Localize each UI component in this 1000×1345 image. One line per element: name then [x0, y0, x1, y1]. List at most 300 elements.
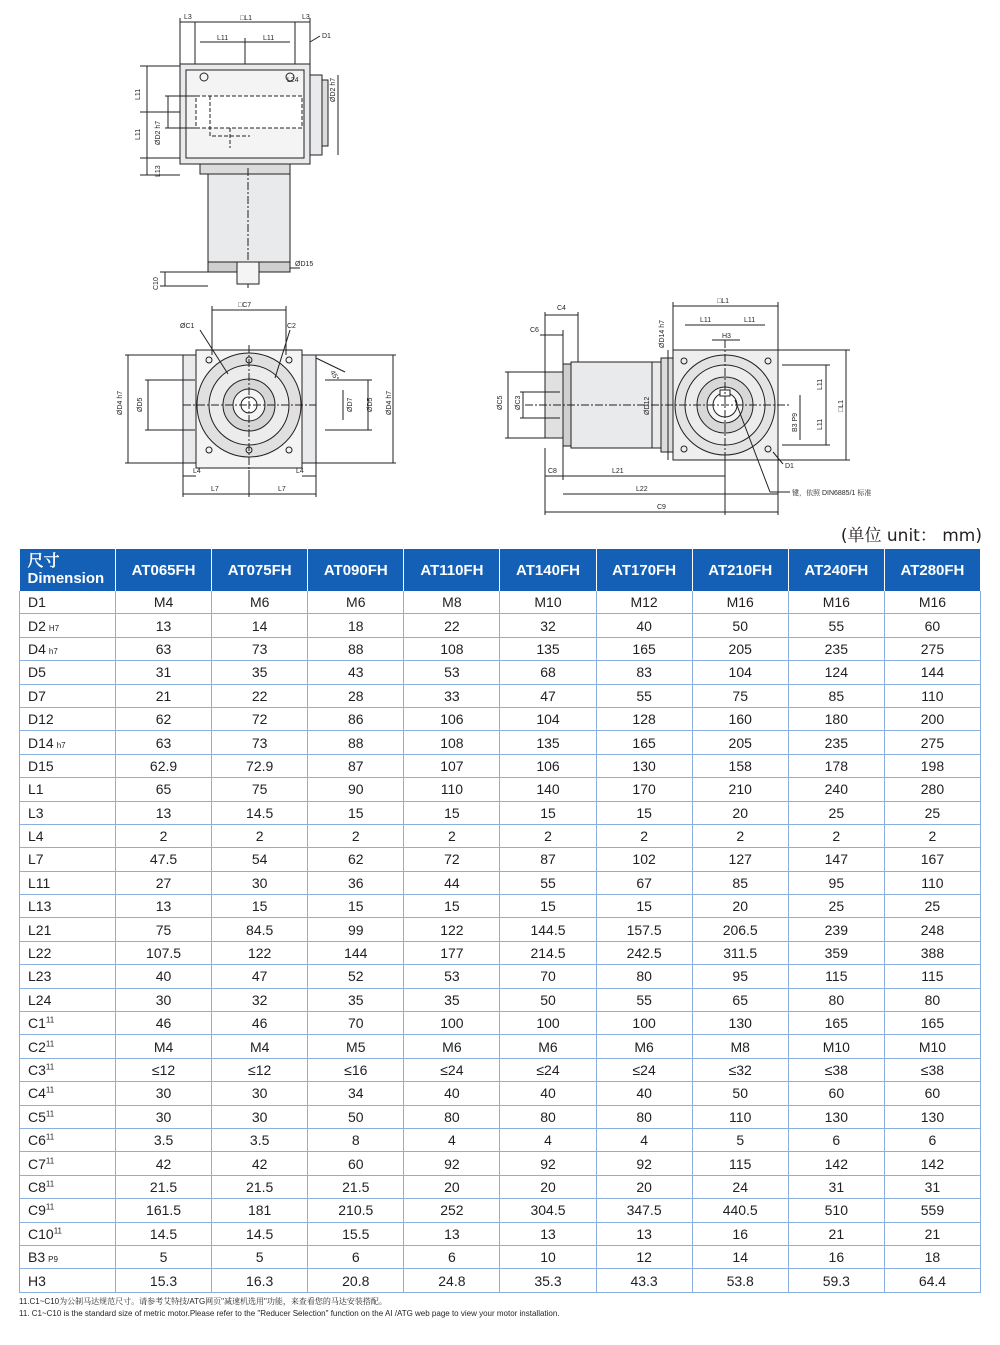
table-cell: 86: [308, 707, 404, 730]
table-cell: 44: [404, 871, 500, 894]
table-cell: 80: [884, 988, 980, 1011]
table-cell: M8: [692, 1035, 788, 1058]
table-cell: 18: [308, 614, 404, 637]
row-label-name: D7: [28, 687, 46, 704]
row-label-name: C1: [28, 1015, 46, 1032]
table-cell: 40: [596, 1082, 692, 1105]
label-key-note: 键，依照 DIN6885/1 标准: [792, 490, 872, 497]
row-label-footnote-ref: 11: [45, 1062, 55, 1072]
table-cell: 60: [884, 1082, 980, 1105]
table-cell: 559: [884, 1199, 980, 1222]
table-cell: 80: [596, 965, 692, 988]
row-label-name: L11: [28, 874, 51, 891]
table-cell: 90: [308, 778, 404, 801]
table-cell: 55: [500, 871, 596, 894]
table-cell: 42: [212, 1152, 308, 1175]
side-view: [505, 302, 850, 515]
table-cell: 40: [116, 965, 212, 988]
row-label: [20, 941, 116, 964]
table-cell: 107.5: [116, 941, 212, 964]
table-cell: 83: [596, 661, 692, 684]
table-cell: 5: [692, 1128, 788, 1151]
row-label-name: D15: [28, 757, 54, 774]
table-cell: 87: [308, 754, 404, 777]
table-cell: 14.5: [212, 1222, 308, 1245]
row-label: [20, 1128, 116, 1151]
table-cell: 40: [404, 1082, 500, 1105]
table-cell: 130: [596, 754, 692, 777]
dimension-table: [19, 549, 981, 1293]
table-row: [20, 614, 981, 637]
row-label: [20, 965, 116, 988]
table-cell: 30: [116, 1105, 212, 1128]
row-label: [20, 1199, 116, 1222]
table-row: [20, 801, 981, 824]
table-row: [20, 895, 981, 918]
table-row: [20, 778, 981, 801]
table-cell: 242.5: [596, 941, 692, 964]
table-cell: 110: [404, 778, 500, 801]
table-cell: ≤12: [116, 1058, 212, 1081]
table-cell: 2: [116, 824, 212, 847]
label-l11-v2: L11: [135, 128, 142, 140]
table-cell: 102: [596, 848, 692, 871]
row-label-footnote-ref: 11: [53, 1226, 62, 1236]
table-cell: 55: [596, 684, 692, 707]
row-label: [20, 684, 116, 707]
label-c9: C9: [657, 504, 666, 511]
table-cell: 130: [884, 1105, 980, 1128]
table-cell: 30: [212, 1082, 308, 1105]
label-c3: ØC3: [515, 395, 522, 410]
table-cell: 13: [596, 1222, 692, 1245]
label-l1-v: □L1: [838, 399, 845, 412]
table-cell: 2: [308, 824, 404, 847]
table-cell: 34: [308, 1082, 404, 1105]
table-cell: 13: [404, 1222, 500, 1245]
table-row: [20, 1269, 981, 1292]
table-cell: 35.3: [500, 1269, 596, 1292]
table-cell: M16: [788, 591, 884, 614]
table-cell: 13: [116, 895, 212, 918]
row-label: [20, 661, 116, 684]
table-row: [20, 1175, 981, 1198]
table-row: [20, 1222, 981, 1245]
table-cell: 388: [884, 941, 980, 964]
label-l22: L22: [636, 486, 648, 493]
table-row: [20, 731, 981, 754]
row-label-name: B3: [28, 1249, 46, 1266]
row-label: [20, 1175, 116, 1198]
table-cell: 104: [500, 707, 596, 730]
table-cell: 13: [500, 1222, 596, 1245]
table-cell: 60: [884, 614, 980, 637]
table-cell: 5: [116, 1245, 212, 1268]
table-cell: 85: [692, 871, 788, 894]
table-cell: 99: [308, 918, 404, 941]
table-cell: 6: [788, 1128, 884, 1151]
table-cell: 21: [116, 684, 212, 707]
label-d14: ØD14 h7: [659, 319, 666, 348]
table-cell: 18: [884, 1245, 980, 1268]
row-label: [20, 895, 116, 918]
row-label: [20, 988, 116, 1011]
table-cell: 14: [212, 614, 308, 637]
table-cell: 64.4: [884, 1269, 980, 1292]
table-cell: 110: [884, 684, 980, 707]
table-cell: 106: [404, 707, 500, 730]
table-cell: M6: [212, 591, 308, 614]
dimension-header-en: Dimension: [27, 570, 105, 587]
row-label-footnote-ref: 11: [45, 1132, 55, 1142]
table-cell: 32: [500, 614, 596, 637]
table-cell: 20: [500, 1175, 596, 1198]
table-cell: 15.5: [308, 1222, 404, 1245]
table-cell: 130: [692, 1012, 788, 1035]
footnote-en: 11. C1~C10 is the standard size of metric motor.Please refer to the "Reducer Selection" function on the AI /ATG web page to view your motor installation.: [19, 1309, 560, 1318]
row-label-name: D5: [28, 664, 46, 681]
table-cell: 2: [500, 824, 596, 847]
table-row: [20, 848, 981, 871]
row-label-name: C7: [28, 1155, 46, 1172]
table-cell: M10: [500, 591, 596, 614]
label-od2-left: ØD2 h7: [155, 120, 162, 145]
label-c7: □C7: [238, 302, 252, 309]
table-cell: 160: [692, 707, 788, 730]
table-cell: 235: [788, 637, 884, 660]
table-cell: 62: [308, 848, 404, 871]
label-l3-left: L3: [184, 14, 192, 21]
table-cell: 12: [596, 1245, 692, 1268]
table-cell: M5: [308, 1035, 404, 1058]
table-cell: 16: [692, 1222, 788, 1245]
table-cell: 252: [404, 1199, 500, 1222]
label-l11-side-v1: L11: [817, 378, 824, 390]
table-cell: 108: [404, 637, 500, 660]
table-cell: 15: [404, 895, 500, 918]
table-cell: 106: [500, 754, 596, 777]
table-cell: M4: [212, 1035, 308, 1058]
row-label-name: C6: [28, 1132, 46, 1149]
table-cell: 31: [116, 661, 212, 684]
table-cell: 147: [788, 848, 884, 871]
label-l11-side-a: L11: [700, 317, 712, 324]
table-cell: 2: [212, 824, 308, 847]
row-label: [20, 591, 116, 614]
table-cell: 62: [116, 707, 212, 730]
label-l1-top: □L1: [240, 15, 253, 22]
label-l11-side-b: L11: [744, 317, 756, 324]
table-cell: 200: [884, 707, 980, 730]
table-cell: 32: [212, 988, 308, 1011]
row-label-name: D12: [28, 711, 54, 728]
table-cell: 10: [500, 1245, 596, 1268]
table-cell: 15: [500, 801, 596, 824]
footnote-cn: 11.C1~C10为公制马达规范尺寸。请参考艾特技/ATG网页"减速机选用"功能，来查看您的马达安装搭配。: [19, 1297, 387, 1306]
table-cell: 15: [596, 801, 692, 824]
table-row: [20, 965, 981, 988]
table-cell: 95: [692, 965, 788, 988]
table-cell: 214.5: [500, 941, 596, 964]
table-cell: 35: [308, 988, 404, 1011]
table-row: [20, 754, 981, 777]
row-label-footnote-ref: 11: [45, 1202, 55, 1212]
label-c8: C8: [548, 468, 557, 475]
row-label-name: C9: [28, 1202, 46, 1219]
table-cell: M16: [692, 591, 788, 614]
table-cell: 25: [884, 801, 980, 824]
table-cell: 88: [308, 637, 404, 660]
label-l4-right: L4: [296, 468, 304, 475]
table-cell: 60: [788, 1082, 884, 1105]
table-row: [20, 1152, 981, 1175]
table-cell: 304.5: [500, 1199, 596, 1222]
top-view: [140, 18, 338, 290]
label-l11-side-v2: L11: [817, 418, 824, 430]
row-label-name: L7: [28, 851, 44, 868]
row-label-footnote-ref: 11: [45, 1085, 55, 1095]
table-cell: 170: [596, 778, 692, 801]
row-label: [20, 707, 116, 730]
table-cell: M4: [116, 1035, 212, 1058]
table-cell: 72: [404, 848, 500, 871]
table-cell: 73: [212, 637, 308, 660]
table-cell: 63: [116, 731, 212, 754]
table-cell: 59.3: [788, 1269, 884, 1292]
table-cell: 30: [212, 1105, 308, 1128]
table-cell: 104: [692, 661, 788, 684]
table-cell: 35: [404, 988, 500, 1011]
table-row: [20, 871, 981, 894]
table-cell: 60: [308, 1152, 404, 1175]
table-cell: 167: [884, 848, 980, 871]
table-header-row: [20, 549, 981, 591]
unit-label: (单位 unit： mm): [840, 526, 982, 546]
table-row: [20, 684, 981, 707]
table-cell: 50: [692, 614, 788, 637]
row-label-footnote-ref: 11: [45, 1015, 55, 1025]
table-cell: 54: [212, 848, 308, 871]
row-label-tolerance: h7: [56, 740, 66, 750]
table-cell: 14.5: [116, 1222, 212, 1245]
table-cell: 25: [788, 895, 884, 918]
table-cell: 13: [116, 614, 212, 637]
table-row: [20, 1245, 981, 1268]
table-row: [20, 824, 981, 847]
table-cell: 21.5: [212, 1175, 308, 1198]
table-cell: 80: [404, 1105, 500, 1128]
table-cell: 65: [116, 778, 212, 801]
label-l11-v1: L11: [135, 88, 142, 100]
table-cell: 50: [692, 1082, 788, 1105]
table-cell: 36: [308, 871, 404, 894]
label-l11-b: L11: [263, 35, 275, 42]
table-cell: 115: [884, 965, 980, 988]
table-row: [20, 1105, 981, 1128]
table-cell: 47: [500, 684, 596, 707]
table-cell: 27: [116, 871, 212, 894]
row-label: [20, 1245, 116, 1268]
column-header-at170fh: AT170FH: [596, 549, 692, 591]
table-cell: 67: [596, 871, 692, 894]
table-cell: 122: [212, 941, 308, 964]
table-row: [20, 637, 981, 660]
table-cell: 165: [596, 637, 692, 660]
table-cell: 510: [788, 1199, 884, 1222]
table-cell: 161.5: [116, 1199, 212, 1222]
table-cell: 21: [884, 1222, 980, 1245]
table-cell: 65: [692, 988, 788, 1011]
table-cell: 142: [884, 1152, 980, 1175]
table-cell: 43.3: [596, 1269, 692, 1292]
row-label: [20, 731, 116, 754]
table-cell: 4: [500, 1128, 596, 1151]
table-cell: 157.5: [596, 918, 692, 941]
table-cell: 92: [596, 1152, 692, 1175]
table-cell: 30: [116, 1082, 212, 1105]
label-l7-left: L7: [211, 486, 219, 493]
row-label-name: C2: [28, 1038, 46, 1055]
table-cell: 6: [884, 1128, 980, 1151]
table-cell: 205: [692, 731, 788, 754]
dimension-header: [20, 549, 116, 591]
table-cell: 130: [788, 1105, 884, 1128]
table-cell: 40: [596, 614, 692, 637]
table-cell: 8: [308, 1128, 404, 1151]
table-cell: 63: [116, 637, 212, 660]
label-l11-a: L11: [217, 35, 229, 42]
technical-drawings: [0, 0, 1000, 520]
table-cell: 75: [212, 778, 308, 801]
table-cell: 248: [884, 918, 980, 941]
table-cell: 53.8: [692, 1269, 788, 1292]
row-label: [20, 918, 116, 941]
table-cell: ≤24: [500, 1058, 596, 1081]
table-cell: 359: [788, 941, 884, 964]
table-cell: 2: [692, 824, 788, 847]
row-label-name: D14: [28, 734, 54, 751]
table-cell: 4: [404, 1128, 500, 1151]
label-d1-side: D1: [785, 463, 794, 470]
label-b3: B3 P9: [792, 412, 799, 432]
table-cell: 108: [404, 731, 500, 754]
table-cell: M10: [884, 1035, 980, 1058]
table-cell: 2: [404, 824, 500, 847]
row-label: [20, 1012, 116, 1035]
table-cell: ≤24: [596, 1058, 692, 1081]
table-cell: 124: [788, 661, 884, 684]
table-cell: 110: [692, 1105, 788, 1128]
row-label-footnote-ref: 11: [45, 1179, 55, 1189]
table-cell: 21: [788, 1222, 884, 1245]
table-cell: ≤38: [884, 1058, 980, 1081]
row-label: [20, 1269, 116, 1292]
table-cell: 100: [596, 1012, 692, 1035]
table-cell: 181: [212, 1199, 308, 1222]
table-cell: 55: [788, 614, 884, 637]
table-row: [20, 707, 981, 730]
table-cell: 177: [404, 941, 500, 964]
table-cell: 52: [308, 965, 404, 988]
table-cell: 80: [596, 1105, 692, 1128]
table-cell: 311.5: [692, 941, 788, 964]
table-row: [20, 1128, 981, 1151]
label-l24: L24: [287, 77, 299, 84]
table-cell: ≤24: [404, 1058, 500, 1081]
label-od2-right: ØD2 h7: [330, 77, 337, 102]
label-l7-right: L7: [278, 486, 286, 493]
table-cell: M6: [404, 1035, 500, 1058]
table-row: [20, 918, 981, 941]
table-cell: 5: [212, 1245, 308, 1268]
table-cell: 42: [116, 1152, 212, 1175]
table-cell: 15: [596, 895, 692, 918]
table-cell: 24: [692, 1175, 788, 1198]
table-cell: 46: [212, 1012, 308, 1035]
table-cell: 6: [308, 1245, 404, 1268]
column-header-at280fh: AT280FH: [884, 549, 980, 591]
table-cell: 75: [116, 918, 212, 941]
table-cell: 47.5: [116, 848, 212, 871]
table-cell: 72: [212, 707, 308, 730]
table-cell: 30: [116, 988, 212, 1011]
table-cell: 46: [116, 1012, 212, 1035]
label-d4-left: ØD4 h7: [117, 390, 124, 415]
row-label-name: L4: [28, 828, 44, 845]
row-label-name: C8: [28, 1178, 46, 1195]
table-cell: 21.5: [116, 1175, 212, 1198]
table-cell: M6: [596, 1035, 692, 1058]
table-cell: 84.5: [212, 918, 308, 941]
table-cell: 15: [308, 895, 404, 918]
table-cell: 20: [596, 1175, 692, 1198]
label-d5-right: ØD5: [367, 397, 374, 412]
table-cell: 144: [308, 941, 404, 964]
table-cell: 53: [404, 661, 500, 684]
row-label: [20, 824, 116, 847]
table-cell: 85: [788, 684, 884, 707]
row-label-name: C10: [28, 1225, 54, 1242]
row-label-name: L1: [28, 781, 44, 798]
row-label-name: L22: [28, 945, 52, 962]
table-cell: ≤12: [212, 1058, 308, 1081]
table-cell: 15: [500, 895, 596, 918]
row-label: [20, 637, 116, 660]
table-cell: 205: [692, 637, 788, 660]
row-label: [20, 801, 116, 824]
row-label: [20, 871, 116, 894]
table-cell: 35: [212, 661, 308, 684]
label-d7: ØD7: [347, 397, 354, 412]
column-header-at210fh: AT210FH: [692, 549, 788, 591]
table-cell: M12: [596, 591, 692, 614]
table-cell: 135: [500, 731, 596, 754]
table-cell: 72.9: [212, 754, 308, 777]
table-cell: 180: [788, 707, 884, 730]
table-cell: 3.5: [116, 1128, 212, 1151]
label-c10: C10: [153, 277, 160, 290]
table-cell: 25: [788, 801, 884, 824]
label-l3-right: L3: [302, 14, 310, 21]
label-l21: L21: [612, 468, 624, 475]
table-row: [20, 1058, 981, 1081]
table-cell: 47: [212, 965, 308, 988]
table-cell: 55: [596, 988, 692, 1011]
table-cell: 144: [884, 661, 980, 684]
table-cell: 15: [404, 801, 500, 824]
label-c4: C4: [557, 305, 566, 312]
table-cell: 198: [884, 754, 980, 777]
